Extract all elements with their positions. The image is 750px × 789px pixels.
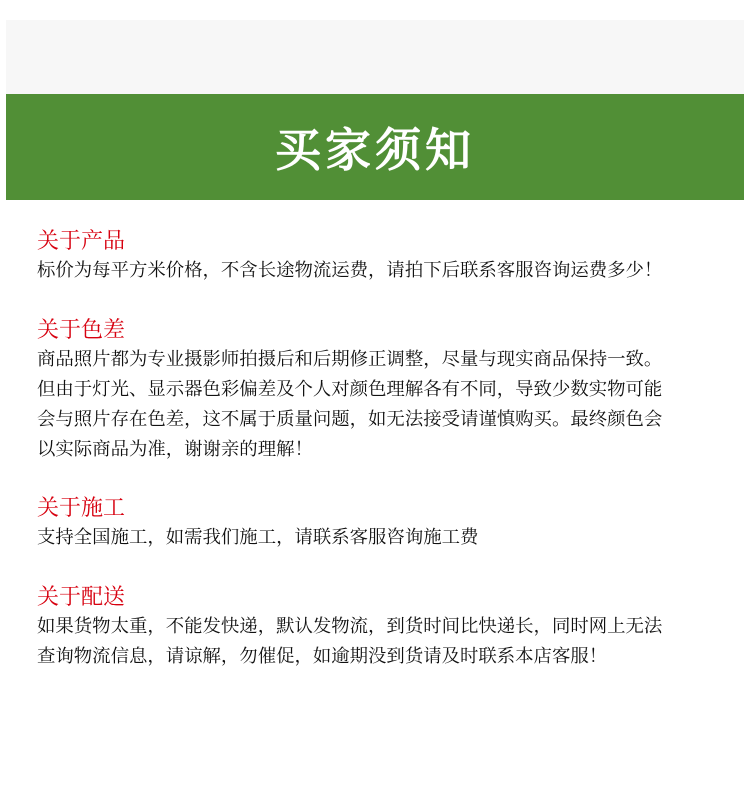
text-line: 如果货物太重，不能发快递，默认发物流，到货时间比快递长，同时网上无法: [37, 616, 663, 637]
section-heading-delivery: 关于配送: [37, 585, 126, 610]
text-line: 会与照片存在色差，这不属于质量问题，如无法接受请谨慎购买。最终颜色会: [37, 409, 663, 430]
text-line: 但由于灯光、显示器色彩偏差及个人对颜色理解各有不同，导致少数实物可能: [37, 379, 663, 400]
section-heading-color-difference: 关于色差: [37, 318, 126, 343]
section-heading-product: 关于产品: [37, 229, 126, 254]
header-banner: [6, 94, 744, 200]
text-line: 查询物流信息，请谅解，勿催促，如逾期没到货请及时联系本店客服！: [37, 646, 608, 667]
section-body-color-difference: [37, 345, 737, 465]
top-band: [6, 20, 744, 94]
section-body-product: [37, 256, 737, 286]
section-installation: [37, 495, 737, 553]
text-line: 以实际商品为准，谢谢亲的理解！: [37, 439, 313, 460]
page-title: 买家须知: [275, 123, 475, 177]
text-line: 商品照片都为专业摄影师拍摄后和后期修正调整，尽量与现实商品保持一致。: [37, 349, 663, 370]
section-delivery: [37, 584, 737, 672]
section-body-delivery: [37, 612, 737, 672]
text-line: 标价为每平方米价格，不含长途物流运费，请拍下后联系客服咨询运费多少！: [37, 260, 663, 281]
section-body-installation: [37, 523, 737, 553]
section-heading-installation: 关于施工: [37, 496, 126, 521]
section-product: [37, 228, 737, 286]
section-color-difference: [37, 317, 737, 465]
text-line: 支持全国施工，如需我们施工，请联系客服咨询施工费: [37, 527, 479, 548]
notice-content: [6, 200, 744, 688]
